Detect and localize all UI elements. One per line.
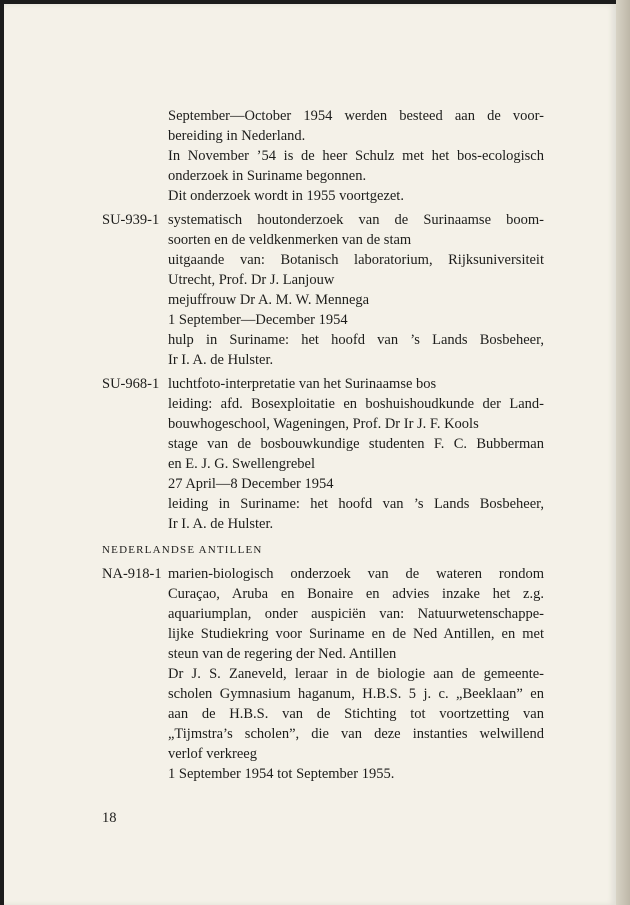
text-line: aquariumplan, onder auspiciën van: Natuurwetenschappe- bbox=[168, 606, 544, 622]
project-code: SU-939-1 bbox=[102, 212, 160, 228]
text-line: Curaçao, Aruba en Bonaire en advies inzake het z.g. bbox=[168, 586, 544, 602]
text-line: September—October 1954 werden besteed aan de voor- bbox=[168, 108, 544, 124]
text-line: aan de H.B.S. van de Stichting tot voortzetting van bbox=[168, 706, 544, 722]
text-line: Ir I. A. de Hulster. bbox=[168, 516, 274, 532]
project-code: SU-968-1 bbox=[102, 376, 160, 392]
text-line: luchtfoto-interpretatie van het Surinaamse bos bbox=[168, 376, 437, 392]
text-line: 27 April—8 December 1954 bbox=[168, 476, 334, 492]
text-line: hulp in Suriname: het hoofd van ’s Lands Bosbeheer, bbox=[168, 332, 544, 348]
text-line: soorten en de veldkenmerken van de stam bbox=[168, 232, 412, 248]
text-line: „Tijmstra’s scholen”, die van deze instanties welwillend bbox=[168, 726, 544, 742]
text-line: bouwhogeschool, Wageningen, Prof. Dr Ir J. F. Kools bbox=[168, 416, 479, 432]
text-line: scholen Gymnasium haganum, H.B.S. 5 j. c. „Beeklaan” en bbox=[168, 686, 544, 702]
text-line: bereiding in Nederland. bbox=[168, 128, 306, 144]
text-line: onderzoek in Suriname begonnen. bbox=[168, 168, 367, 184]
text-line: 1 September—December 1954 bbox=[168, 312, 348, 328]
text-line: leiding in Suriname: het hoofd van ’s Lands Bosbeheer, bbox=[168, 496, 544, 512]
text-line: Ir I. A. de Hulster. bbox=[168, 352, 274, 368]
text-line: In November ’54 is de heer Schulz met het bos-ecologisch bbox=[168, 148, 544, 164]
text-line: systematisch houtonderzoek van de Surinaamse boom- bbox=[168, 212, 544, 228]
text-line: uitgaande van: Botanisch laboratorium, Rijksuniversiteit bbox=[168, 252, 544, 268]
text-line: Dr J. S. Zaneveld, leraar in de biologie aan de gemeente- bbox=[168, 666, 544, 682]
text-line: Dit onderzoek wordt in 1955 voortgezet. bbox=[168, 188, 404, 204]
text-line: marien-biologisch onderzoek van de wateren rondom bbox=[168, 566, 544, 582]
text-line: Utrecht, Prof. Dr J. Lanjouw bbox=[168, 272, 335, 288]
text-line: leiding: afd. Bosexploitatie en boshuishoudkunde der Land- bbox=[168, 396, 544, 412]
text-line: en E. J. G. Swellengrebel bbox=[168, 456, 315, 472]
page-edge bbox=[616, 0, 630, 905]
text-line: steun van de regering der Ned. Antillen bbox=[168, 646, 397, 662]
text-line: mejuffrouw Dr A. M. W. Mennega bbox=[168, 292, 370, 308]
project-code: NA-918-1 bbox=[102, 566, 162, 582]
text-line: lijke Studiekring voor Suriname en de Ned Antillen, en met bbox=[168, 626, 544, 642]
page-number: 18 bbox=[102, 810, 117, 826]
text-line: verlof verkreeg bbox=[168, 746, 257, 762]
text-line: stage van de bosbouwkundige studenten F. C. Bubberman bbox=[168, 436, 544, 452]
text-line: 1 September 1954 tot September 1955. bbox=[168, 766, 395, 782]
section-heading: NEDERLANDSE ANTILLEN bbox=[102, 544, 263, 556]
